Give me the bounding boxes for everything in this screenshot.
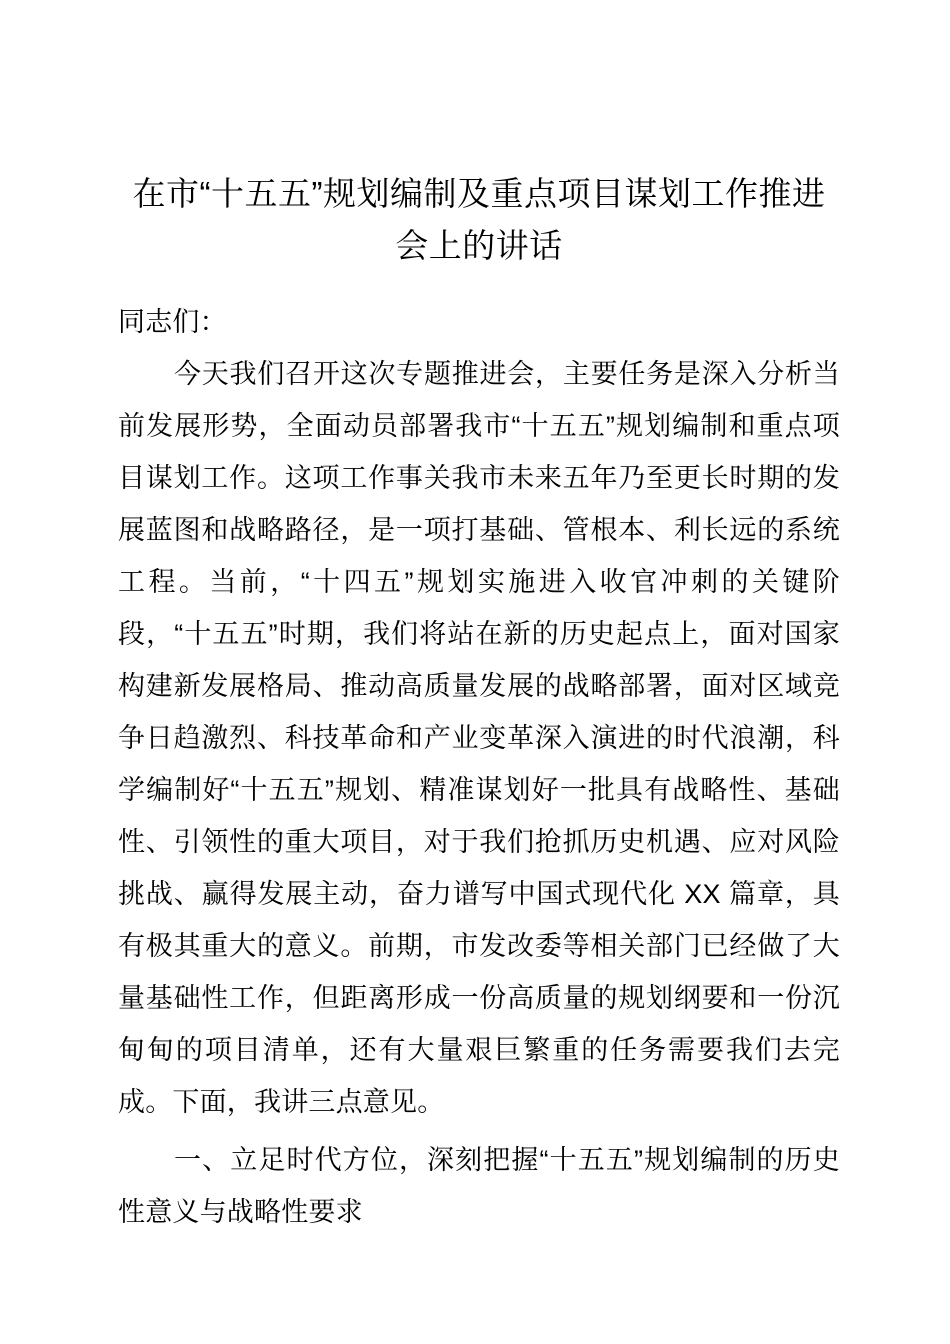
document-content [118, 168, 840, 1238]
section-heading-1: 一、立足时代方位，深刻把握“十五五”规划编制的历史性意义与战略性要求 [118, 1145, 840, 1227]
salutation: 同志们： [118, 307, 227, 337]
body-paragraph: 今天我们召开这次专题推进会，主要任务是深入分析当前发展形势，全面动员部署我市“十五五”规划编制和重点项目谋划工作。这项工作事关我市未来五年乃至更长时期的发展蓝图和战略路径，是一项打基础、管根本、利长远的系统工程。当前，“十四五”规划实施进入收官冲刺的关键阶段，“十五五”时期，我们将站在新的历史起点上，面对国家构建新发展格局、推动高质量发展的战略部署，面对区域竞争日趋激烈、科技革命和产业变革深入演进的时代浪潮，科学编制好“十五五”规划、精准谋划好一批具有战略性、基础性、引领性的重大项目，对于我们抢抓历史机遇、应对风险挑战、赢得发展主动，奋力谱写中国式现代化 XX 篇章，具有极其重大的意义。前期，市发改委等相关部门已经做了大量基础性工作，但距离形成一份高质量的规划纲要和一份沉甸甸的项目清单，还有大量艰巨繁重的任务需要我们去完成。下面，我讲三点意见。 [118, 359, 840, 1117]
page-title: 在市“十五五”规划编制及重点项目谋划工作推进会上的讲话 [132, 175, 826, 264]
